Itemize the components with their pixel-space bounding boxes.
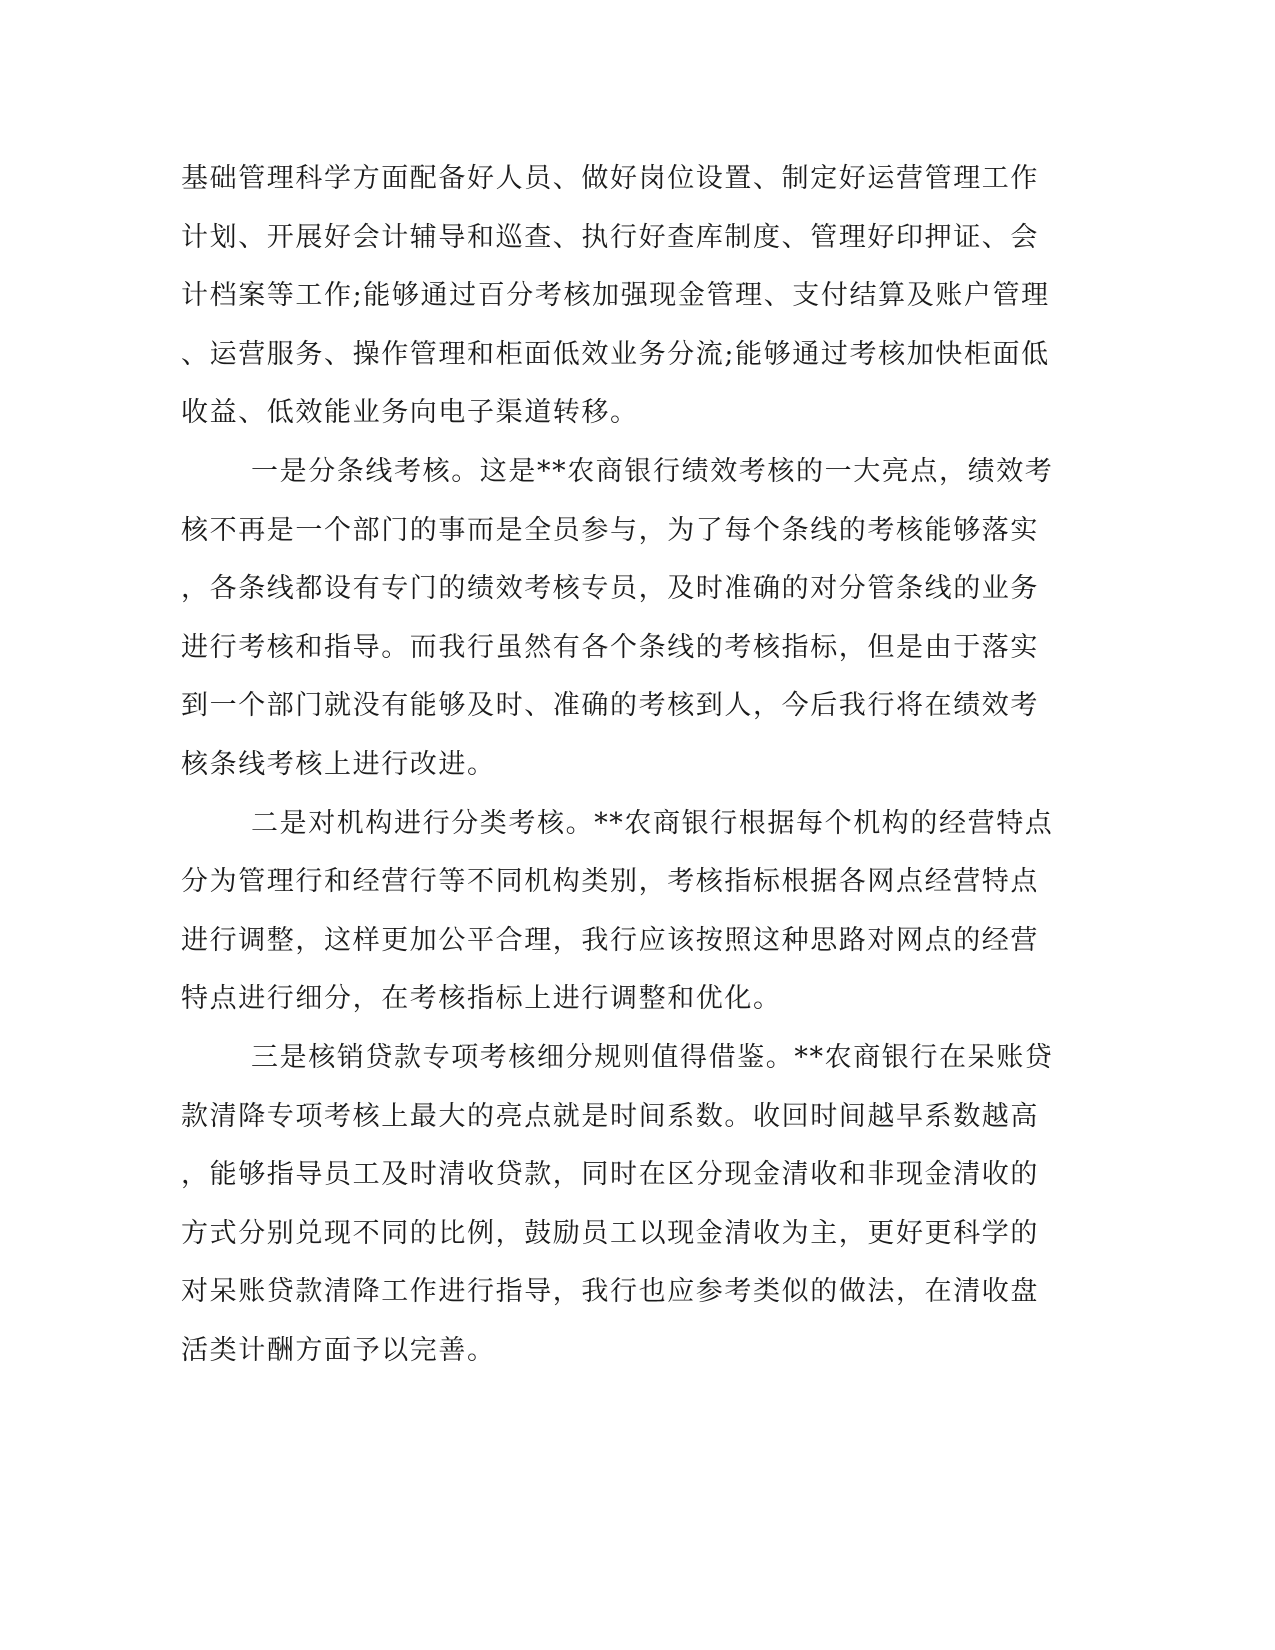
document-body [181,150,1054,1380]
text-line: 分为管理行和经营行等不同机构类别，考核指标根据各网点经营特点 [181,866,1039,898]
text-line: ，各条线都设有专门的绩效考核专员，及时准确的对分管条线的业务 [181,573,1039,605]
text-line: 款清降专项考核上最大的亮点就是时间系数。收回时间越早系数越高 [181,1100,1039,1132]
text-line: 收益、低效能业务向电子渠道转移。 [181,397,639,429]
text-line: 到一个部门就没有能够及时、准确的考核到人，今后我行将在绩效考 [181,690,1039,722]
text-line: 进行考核和指导。而我行虽然有各个条线的考核指标，但是由于落实 [181,631,1039,663]
paragraph-first-line: 三是核销贷款专项考核细分规则值得借鉴。**农商银行在呆账贷 [251,1041,1054,1073]
text-line: 对呆账贷款清降工作进行指导，我行也应参考类似的做法，在清收盘 [181,1276,1039,1308]
text-line: 基础管理科学方面配备好人员、做好岗位设置、制定好运营管理工作 [181,163,1039,194]
text-line: 计档案等工作;能够通过百分考核加强现金管理、支付结算及账户管理 [181,280,1050,312]
text-line: 活类计酬方面予以完善。 [181,1334,496,1366]
text-line: 、运营服务、操作管理和柜面低效业务分流;能够通过考核加快柜面低 [181,338,1050,370]
paragraph-first-line: 二是对机构进行分类考核。**农商银行根据每个机构的经营特点 [251,807,1054,839]
text-line: 计划、开展好会计辅导和巡查、执行好查库制度、管理好印押证、会 [181,221,1039,253]
text-line: 核条线考核上进行改进。 [181,748,496,780]
text-line: 核不再是一个部门的事而是全员参与，为了每个条线的考核能够落实 [181,514,1039,546]
paragraph-first-line: 一是分条线考核。这是**农商银行绩效考核的一大亮点，绩效考 [251,455,1054,487]
text-line: 进行调整，这样更加公平合理，我行应该按照这种思路对网点的经营 [181,924,1039,956]
text-line: 特点进行细分，在考核指标上进行调整和优化。 [181,983,782,1015]
text-line: ，能够指导员工及时清收贷款，同时在区分现金清收和非现金清收的 [181,1159,1039,1191]
text-line: 方式分别兑现不同的比例，鼓励员工以现金清收为主，更好更科学的 [181,1217,1039,1249]
